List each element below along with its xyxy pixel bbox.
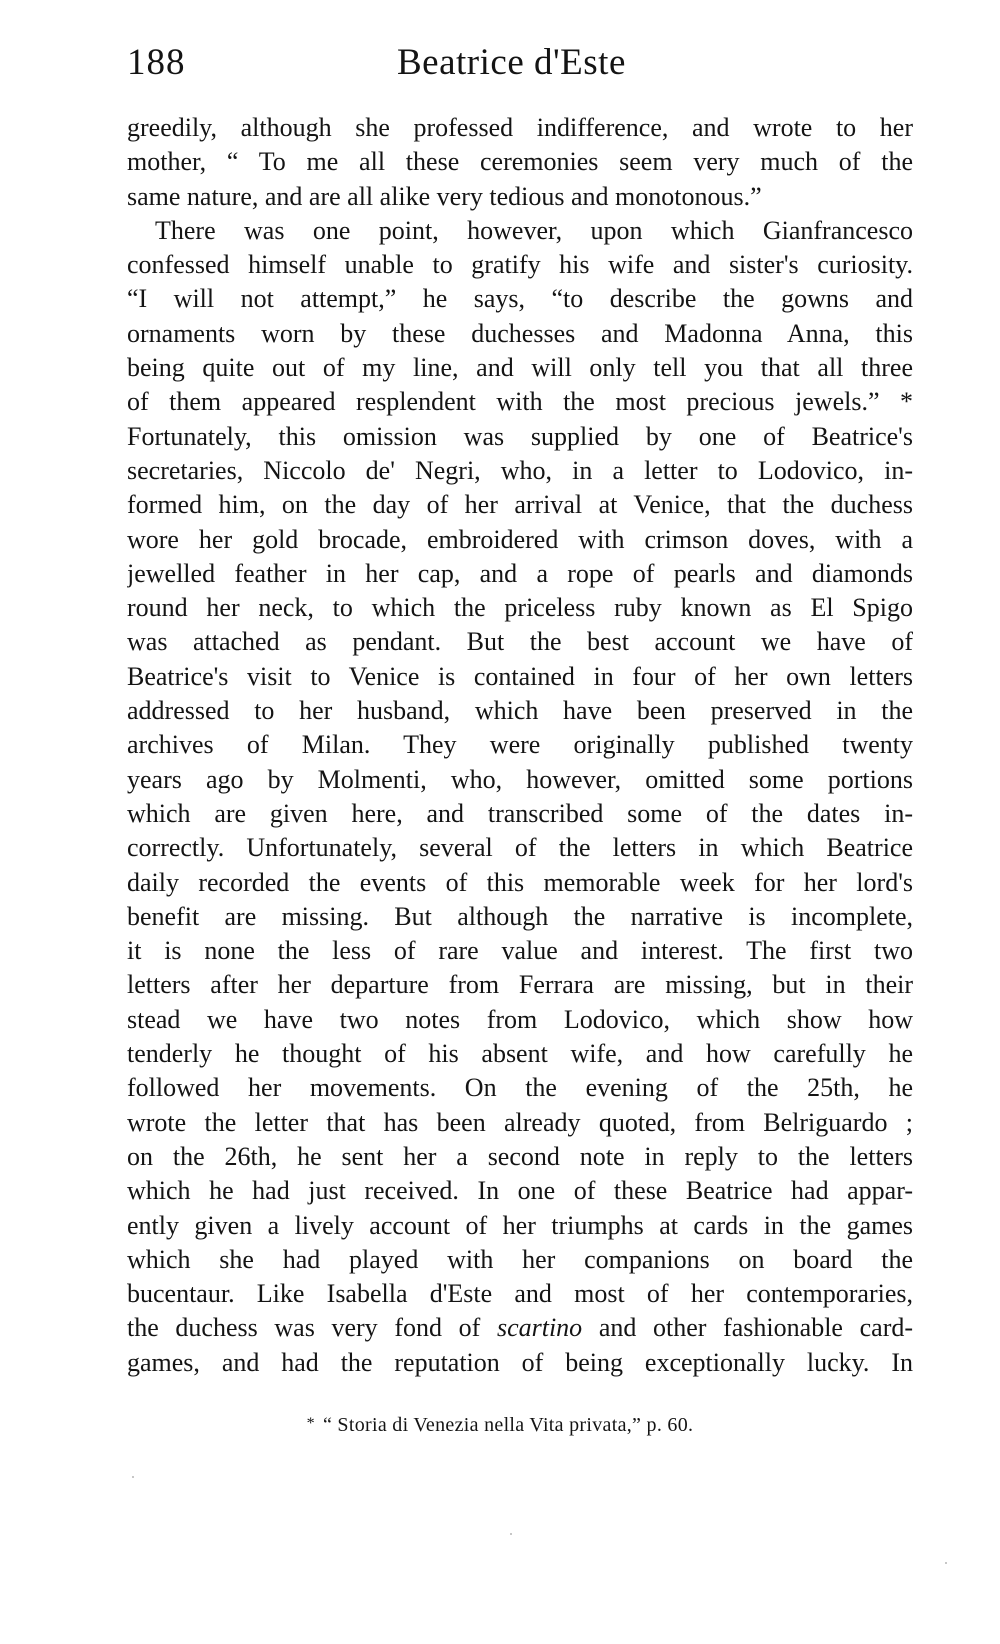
text-line: followed her movements. On the evening of the 25th, he <box>127 1073 913 1103</box>
text-line: was attached as pendant. But the best account we have of <box>127 627 913 657</box>
text-line: ently given a lively account of her triumphs at cards in the games <box>127 1210 913 1240</box>
scan-speck <box>510 1533 512 1535</box>
text-line: years ago by Molmenti, who, however, omitted some portions <box>127 764 913 794</box>
text-line: which are given here, and transcribed some of the dates in- <box>127 798 913 828</box>
text-line: letters after her departure from Ferrara are missing, but in their <box>127 970 913 1000</box>
text-line: round her neck, to which the priceless ruby known as El Spigo <box>127 593 913 623</box>
text-line: stead we have two notes from Lodovico, which show how <box>127 1004 913 1034</box>
body-text <box>127 111 913 1380</box>
footnote <box>0 1410 1000 1439</box>
text-line: of them appeared resplendent with the most precious jewels.” * <box>127 387 913 417</box>
text-line: Fortunately, this omission was supplied by one of Beatrice's <box>127 421 913 451</box>
text-line: which she had played with her companions on board the <box>127 1244 913 1274</box>
text-line: Beatrice's visit to Venice is contained in four of her own letters <box>127 661 913 691</box>
scan-speck <box>945 1562 947 1564</box>
italic-term: scartino <box>496 1313 583 1343</box>
page-header <box>127 38 913 88</box>
text-line: There was one point, however, upon which Gianfrancesco <box>155 215 913 245</box>
text-line: “I will not attempt,” he says, “to describe the gowns and <box>127 284 913 314</box>
text-line: ornaments worn by these duchesses and Madonna Anna, this <box>127 318 913 348</box>
text-segment: and other fashionable card- <box>598 1313 913 1343</box>
text-line <box>127 1311 913 1345</box>
footnote-mark: * <box>306 1415 315 1432</box>
text-line: wrote the letter that has been already quoted, from Belriguardo ; <box>127 1107 913 1137</box>
page-number: 188 <box>127 42 186 83</box>
text-line: formed him, on the day of her arrival at Venice, that the duchess <box>127 490 913 520</box>
text-line: jewelled feather in her cap, and a rope of pearls and diamonds <box>127 558 913 588</box>
text-line: same nature, and are all alike very tedious and monotonous.” <box>127 181 762 211</box>
text-line: greedily, although she professed indifference, and wrote to her <box>127 113 913 142</box>
text-line: it is none the less of rare value and interest. The first two <box>127 936 913 966</box>
footnote-text: “ Storia di Venezia nella Vita privata,” p. 60. <box>322 1414 694 1436</box>
text-line: daily recorded the events of this memorable week for her lord's <box>127 867 913 897</box>
text-line: being quite out of my line, and will only tell you that all three <box>127 353 913 383</box>
text-line: bucentaur. Like Isabella d'Este and most of her contemporaries, <box>127 1279 913 1309</box>
text-line: confessed himself unable to gratify his wife and sister's curiosity. <box>127 250 913 280</box>
running-title: Beatrice d'Este <box>397 42 626 83</box>
text-line: correctly. Unfortunately, several of the letters in which Beatrice <box>127 833 913 863</box>
text-line: addressed to her husband, which have been preserved in the <box>127 696 913 726</box>
text-line: secretaries, Niccolo de' Negri, who, in a letter to Lodovico, in- <box>127 455 913 485</box>
text-line: mother, “ To me all these ceremonies seem very much of the <box>127 147 913 177</box>
text-line: wore her gold brocade, embroidered with crimson doves, with a <box>127 524 913 554</box>
text-line: archives of Milan. They were originally published twenty <box>127 730 913 760</box>
scan-speck <box>132 1476 134 1478</box>
text-line: which he had just received. In one of these Beatrice had appar- <box>127 1176 913 1206</box>
text-line: benefit are missing. But although the narrative is incomplete, <box>127 901 913 931</box>
text-line: tenderly he thought of his absent wife, and how carefully he <box>127 1039 913 1069</box>
text-segment: the duchess was very fond of <box>127 1313 481 1343</box>
text-line: on the 26th, he sent her a second note in reply to the letters <box>127 1141 913 1171</box>
text-line: games, and had the reputation of being exceptionally lucky. In <box>127 1347 913 1377</box>
